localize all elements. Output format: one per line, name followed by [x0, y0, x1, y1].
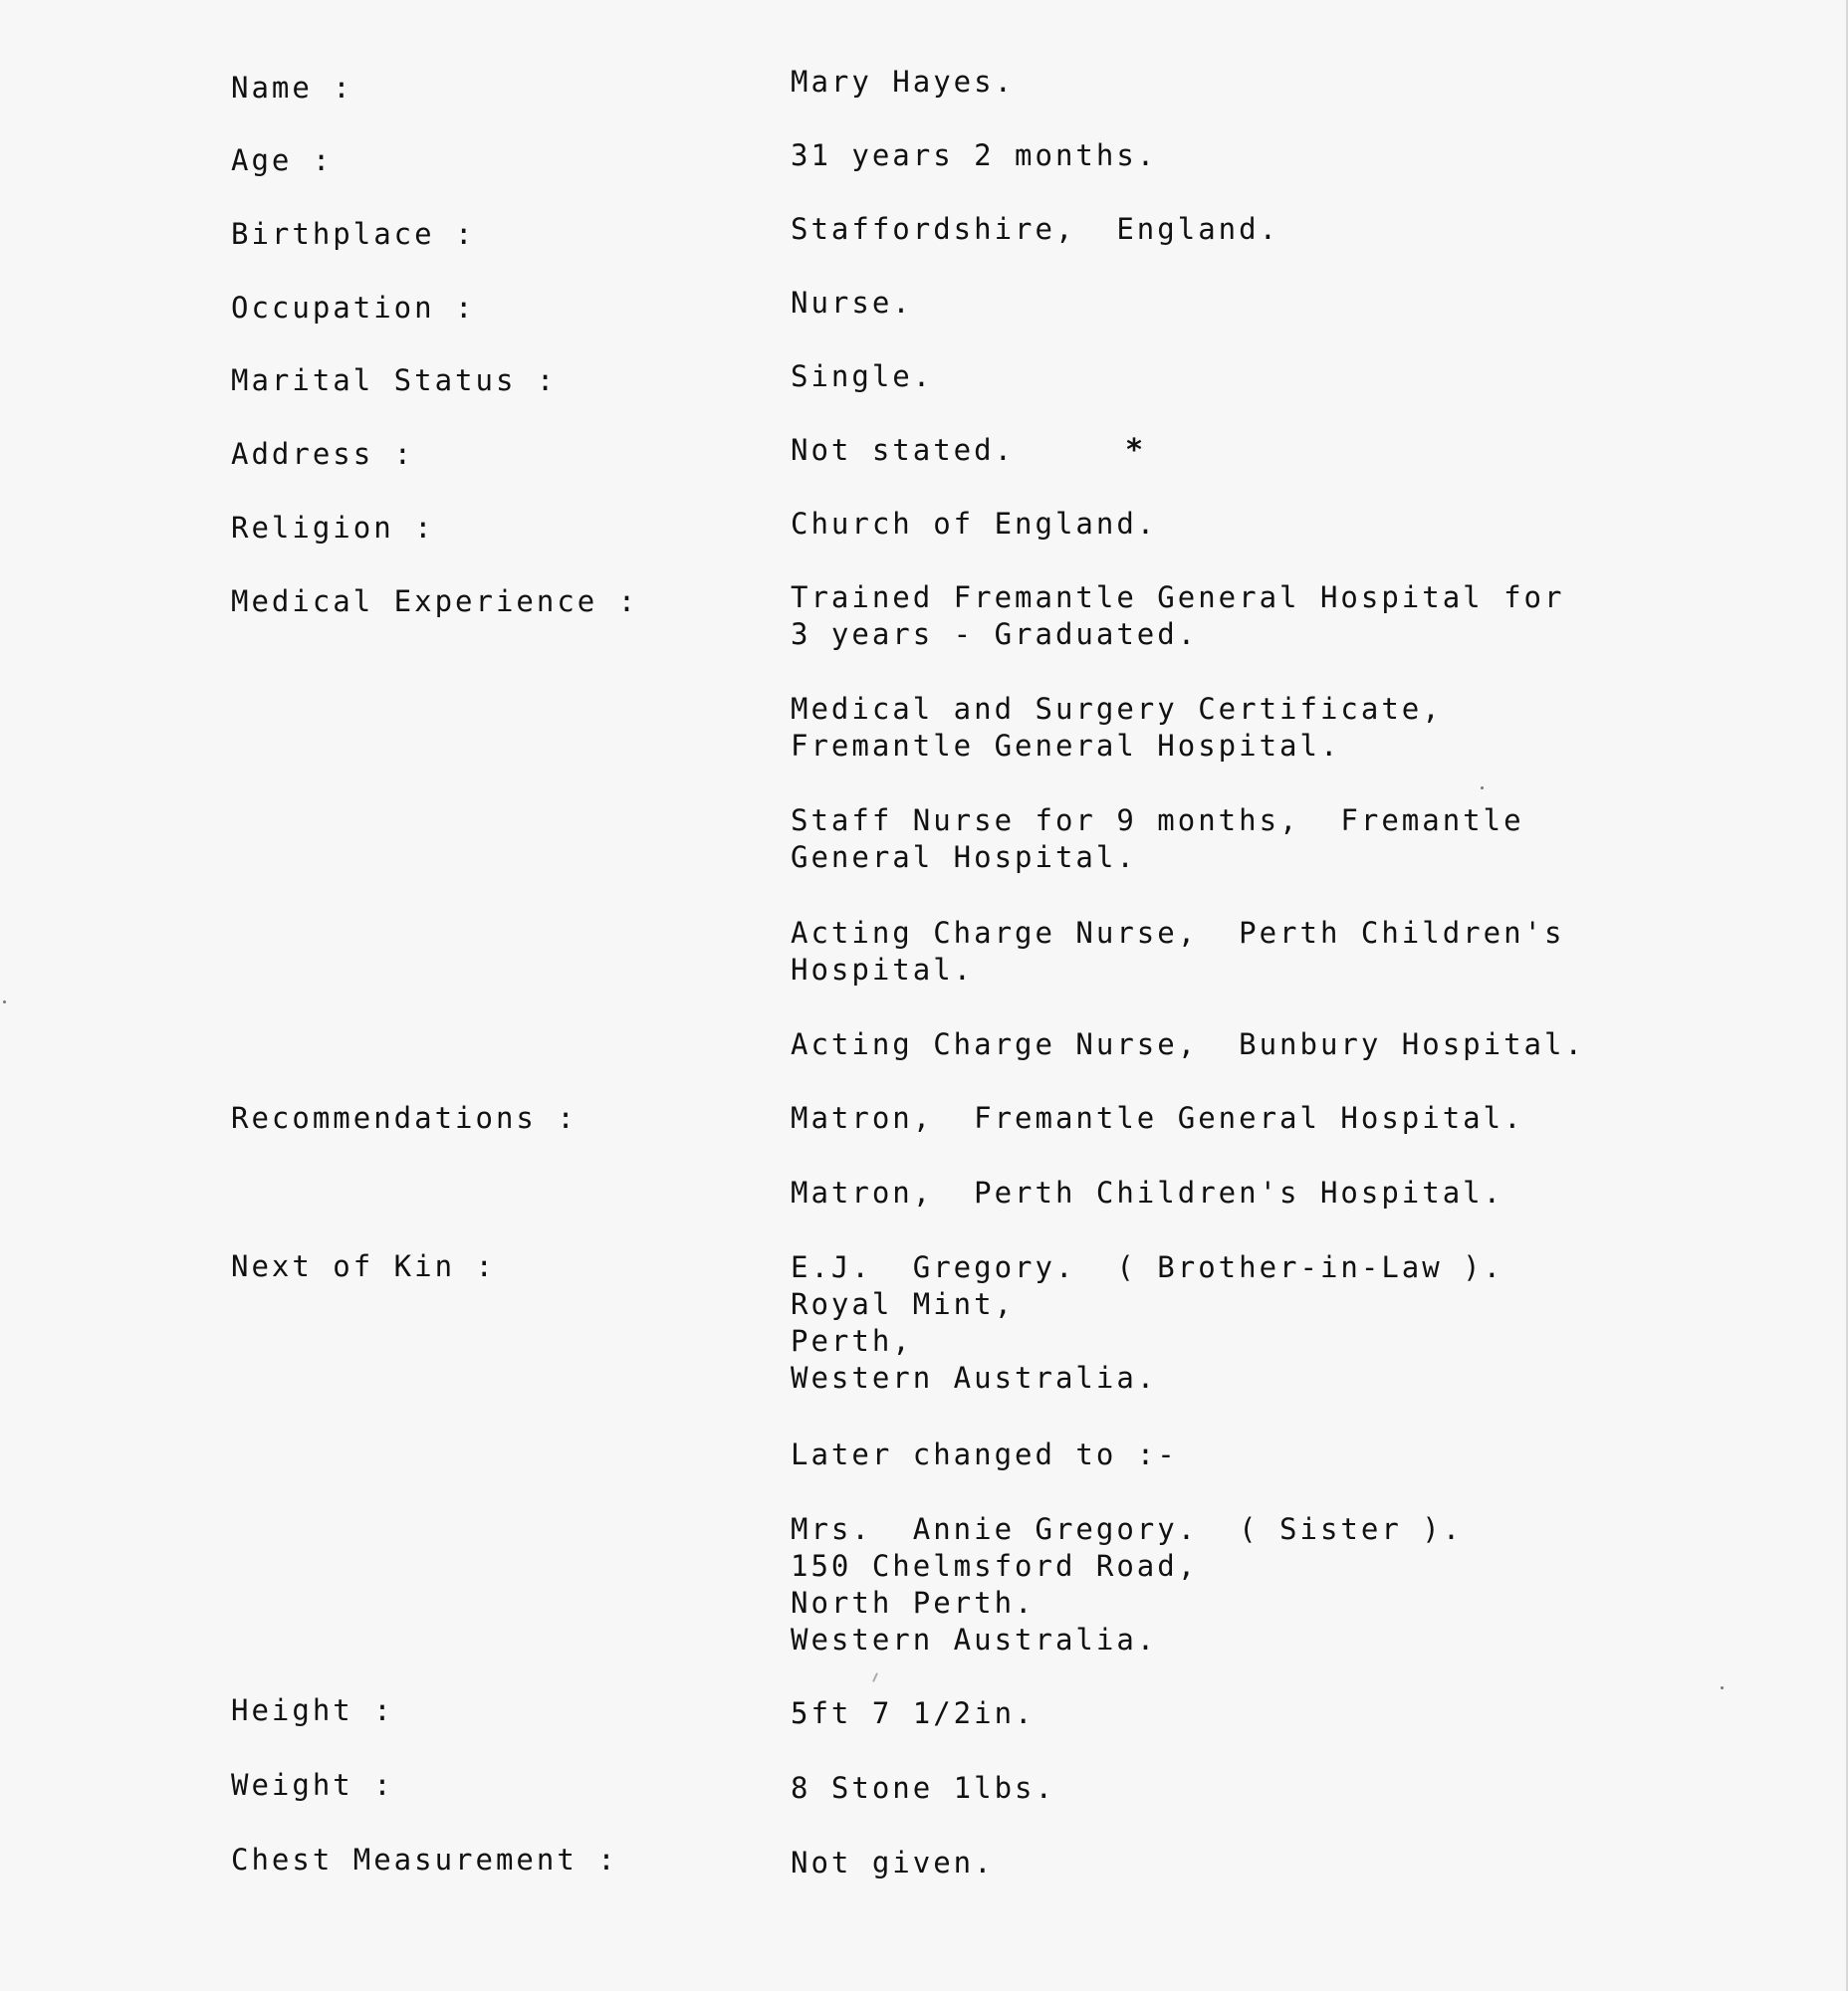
- next-of-kin-entry: Later changed to :-: [791, 1438, 1178, 1471]
- medical-experience-entry: Trained Fremantle General Hospital for 3 years - Graduated.: [791, 580, 1565, 651]
- religion-label: Religion :: [231, 511, 435, 545]
- age-value: 31 years 2 months.: [791, 138, 1158, 172]
- next-of-kin-entry: Mrs. Annie Gregory. ( Sister ). 150 Chelmsford Road, North Perth. Western Australia.: [791, 1512, 1464, 1657]
- weight-label: Weight :: [231, 1768, 394, 1802]
- medical-experience-label: Medical Experience :: [231, 584, 639, 618]
- age-label: Age :: [231, 143, 334, 177]
- occupation-label: Occupation :: [231, 291, 476, 325]
- medical-experience-entry: Acting Charge Nurse, Bunbury Hospital.: [791, 1027, 1585, 1061]
- medical-experience-entry: Medical and Surgery Certificate, Fremantle General Hospital.: [791, 692, 1443, 763]
- marital-status-label: Marital Status :: [231, 363, 558, 397]
- recommendations-entry: Matron, Fremantle General Hospital.: [791, 1101, 1524, 1135]
- medical-experience-entry: Acting Charge Nurse, Perth Children's Hospital.: [791, 916, 1565, 987]
- scan-speck: [872, 1672, 878, 1682]
- recommendations-label: Recommendations :: [231, 1101, 578, 1135]
- next-of-kin-entry: E.J. Gregory. ( Brother-in-Law ). Royal Mint, Perth, Western Australia.: [791, 1250, 1504, 1395]
- chest-measurement-label: Chest Measurement :: [231, 1843, 618, 1877]
- birthplace-value: Staffordshire, England.: [791, 212, 1280, 246]
- chest-measurement-value: Not given.: [791, 1846, 995, 1880]
- name-value: Mary Hayes.: [791, 65, 1016, 99]
- birthplace-label: Birthplace :: [231, 217, 476, 251]
- occupation-value: Nurse.: [791, 286, 913, 320]
- height-label: Height :: [231, 1693, 394, 1727]
- scan-speck: [1481, 786, 1484, 789]
- scan-speck: [3, 1000, 6, 1003]
- religion-value: Church of England.: [791, 507, 1158, 541]
- recommendations-entry: Matron, Perth Children's Hospital.: [791, 1176, 1504, 1210]
- marital-status-value: Single.: [791, 359, 934, 393]
- next-of-kin-label: Next of Kin :: [231, 1249, 496, 1283]
- scan-speck: [1721, 1686, 1724, 1689]
- name-label: Name :: [231, 71, 353, 105]
- asterisk-mark: *: [1125, 433, 1144, 468]
- height-value: 5ft 7 1/2in.: [791, 1696, 1036, 1730]
- weight-value: 8 Stone 1lbs.: [791, 1771, 1055, 1805]
- address-value: Not stated.: [791, 433, 1016, 467]
- address-label: Address :: [231, 437, 415, 471]
- medical-experience-entry: Staff Nurse for 9 months, Fremantle General Hospital.: [791, 803, 1524, 874]
